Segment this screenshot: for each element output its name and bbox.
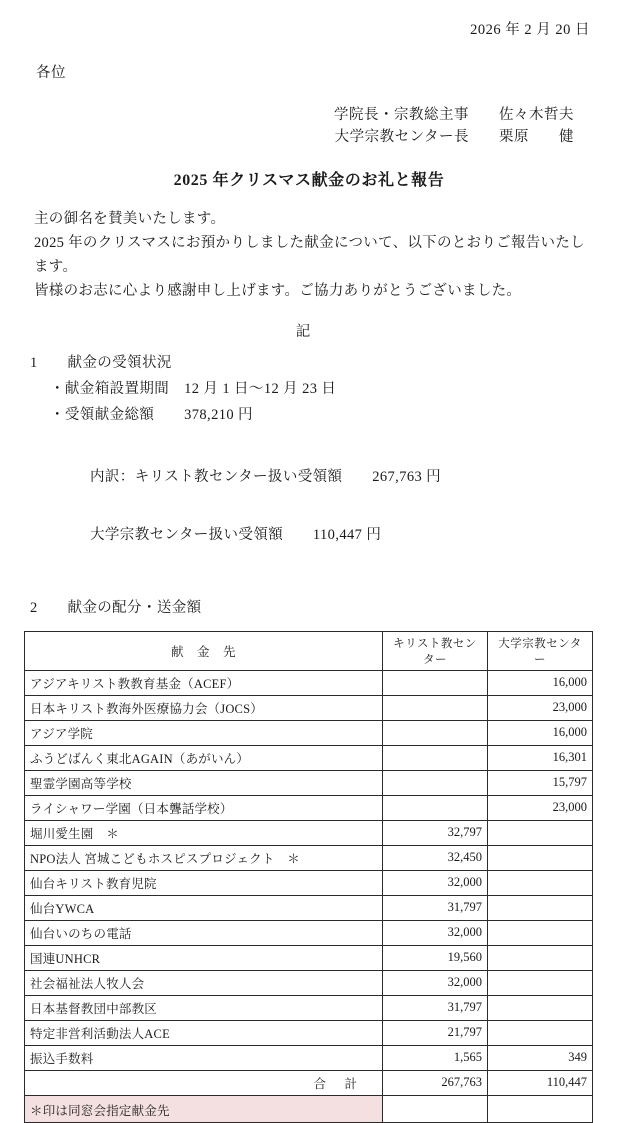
cell-university-center-amount xyxy=(488,970,593,995)
body-paragraph: 主の御名を賛美いたします。 xyxy=(34,210,226,227)
cell-university-center-amount: 349 xyxy=(488,1045,593,1070)
ki-mark: 記 xyxy=(295,323,313,340)
section-one-line: ・献金箱設置期間 12 月 1 日〜12 月 23 日 xyxy=(50,380,337,397)
breakdown-line: 大学宗教センター扱い受領額 110,447 円 xyxy=(90,526,382,543)
cell-christian-center-amount: 32,000 xyxy=(383,920,488,945)
cell-recipient: アジアキリスト教教育基金（ACEF） xyxy=(25,670,383,695)
cell-christian-center-amount xyxy=(383,745,488,770)
table-total-row xyxy=(25,1070,593,1095)
document-date: 2026 年 2 月 20 日 xyxy=(470,22,590,38)
cell-recipient: 特定非営利活動法人ACE xyxy=(25,1020,383,1045)
section-two-heading: 2 献金の配分・送金額 xyxy=(30,599,202,616)
cell-university-center-amount: 16,000 xyxy=(488,720,593,745)
cell-recipient: 堀川愛生園 ＊ xyxy=(25,820,383,845)
cell-christian-center-amount: 32,000 xyxy=(383,870,488,895)
table-row xyxy=(25,720,593,745)
cell-university-center-amount xyxy=(488,870,593,895)
cell-university-center-amount: 16,000 xyxy=(488,670,593,695)
body-paragraph: 皆様のお志に心より感謝申し上げます。ご協力ありがとうございました。 xyxy=(34,283,522,300)
salutation: 各位 xyxy=(36,65,66,81)
section-one xyxy=(24,351,594,578)
cell-christian-center-amount: 21,797 xyxy=(383,1020,488,1045)
cell-university-center-amount xyxy=(488,920,593,945)
table-row xyxy=(25,1020,593,1045)
cell-christian-center-amount: 32,797 xyxy=(383,820,488,845)
cell-university-center-amount: 23,000 xyxy=(488,695,593,720)
cell-university-center-amount xyxy=(488,945,593,970)
table-row xyxy=(25,670,593,695)
cell-recipient: 日本キリスト教海外医療協力会（JOCS） xyxy=(25,695,383,720)
table-row xyxy=(25,1045,593,1070)
cell-christian-center-amount: 32,450 xyxy=(383,845,488,870)
breakdown-block xyxy=(30,428,594,578)
table-row xyxy=(25,745,593,770)
cell-total-christian-center: 267,763 xyxy=(383,1070,488,1095)
table-header-row xyxy=(25,631,593,670)
cell-christian-center-amount: 1,565 xyxy=(383,1045,488,1070)
cell-total-university-center: 110,447 xyxy=(488,1070,593,1095)
cell-recipient: 仙台キリスト教育児院 xyxy=(25,870,383,895)
cell-university-center-amount xyxy=(488,845,593,870)
column-header-christian-center: キリスト教センター xyxy=(383,631,488,670)
column-header-recipient: 献 金 先 xyxy=(25,631,383,670)
cell-christian-center-amount: 32,000 xyxy=(383,970,488,995)
column-header-university-center: 大学宗教センター xyxy=(488,631,593,670)
cell-christian-center-amount: 19,560 xyxy=(383,945,488,970)
table-note-row xyxy=(25,1095,593,1122)
table-row xyxy=(25,695,593,720)
cell-university-center-amount: 16,301 xyxy=(488,745,593,770)
cell-recipient: 仙台いのちの電話 xyxy=(25,920,383,945)
cell-university-center-amount: 23,000 xyxy=(488,795,593,820)
body-text xyxy=(24,208,594,304)
cell-university-center-amount: 15,797 xyxy=(488,770,593,795)
table-body xyxy=(25,670,593,1122)
signer-line: 学院長・宗教総主事 佐々木哲夫 xyxy=(334,107,574,123)
cell-christian-center-amount xyxy=(383,670,488,695)
section-one-line: ・受領献金総額 378,210 円 xyxy=(50,406,253,423)
signers-block xyxy=(24,104,594,149)
cell-christian-center-amount: 31,797 xyxy=(383,995,488,1020)
table-row xyxy=(25,970,593,995)
table-row xyxy=(25,920,593,945)
cell-recipient: 国連UNHCR xyxy=(25,945,383,970)
table-row xyxy=(25,770,593,795)
cell-christian-center-amount xyxy=(383,720,488,745)
cell-university-center-amount xyxy=(488,895,593,920)
cell-note: ＊印は同窓会指定献金先 xyxy=(25,1095,383,1122)
cell-recipient: 仙台YWCA xyxy=(25,895,383,920)
body-paragraph: 2025 年のクリスマスにお預かりしました献金について、以下のとおりご報告いたします。 xyxy=(34,235,585,275)
signer-line: 大学宗教センター長 栗原 健 xyxy=(334,129,574,146)
fund-allocation-table xyxy=(24,631,593,1123)
table-row xyxy=(25,795,593,820)
cell-christian-center-amount: 31,797 xyxy=(383,895,488,920)
cell-recipient: 振込手数料 xyxy=(25,1045,383,1070)
cell-university-center-amount xyxy=(488,1020,593,1045)
table-row xyxy=(25,895,593,920)
cell-recipient: アジア学院 xyxy=(25,720,383,745)
cell-recipient: NPO法人 宮城こどもホスピスプロジェクト ＊ xyxy=(25,845,383,870)
cell-recipient: ライシャワー学園（日本聾話学校） xyxy=(25,795,383,820)
table-row xyxy=(25,845,593,870)
table-row xyxy=(25,945,593,970)
cell-recipient: ふうどばんく東北AGAIN（あがいん） xyxy=(25,745,383,770)
table-row xyxy=(25,820,593,845)
section-one-heading: 1 献金の受領状況 xyxy=(30,354,172,371)
cell-blank xyxy=(488,1095,593,1122)
cell-christian-center-amount xyxy=(383,695,488,720)
table-row xyxy=(25,870,593,895)
cell-christian-center-amount xyxy=(383,795,488,820)
table-row xyxy=(25,995,593,1020)
cell-recipient: 社会福祉法人牧人会 xyxy=(25,970,383,995)
page-title: 2025 年クリスマス献金のお礼と報告 xyxy=(173,171,445,189)
cell-blank xyxy=(383,1095,488,1122)
cell-total-label: 合 計 xyxy=(25,1070,383,1095)
cell-recipient: 聖霊学園高等学校 xyxy=(25,770,383,795)
cell-university-center-amount xyxy=(488,820,593,845)
cell-recipient: 日本基督教団中部教区 xyxy=(25,995,383,1020)
cell-christian-center-amount xyxy=(383,770,488,795)
cell-university-center-amount xyxy=(488,995,593,1020)
breakdown-line: 内訳：キリスト教センター扱い受領額 267,763 円 xyxy=(90,468,442,485)
